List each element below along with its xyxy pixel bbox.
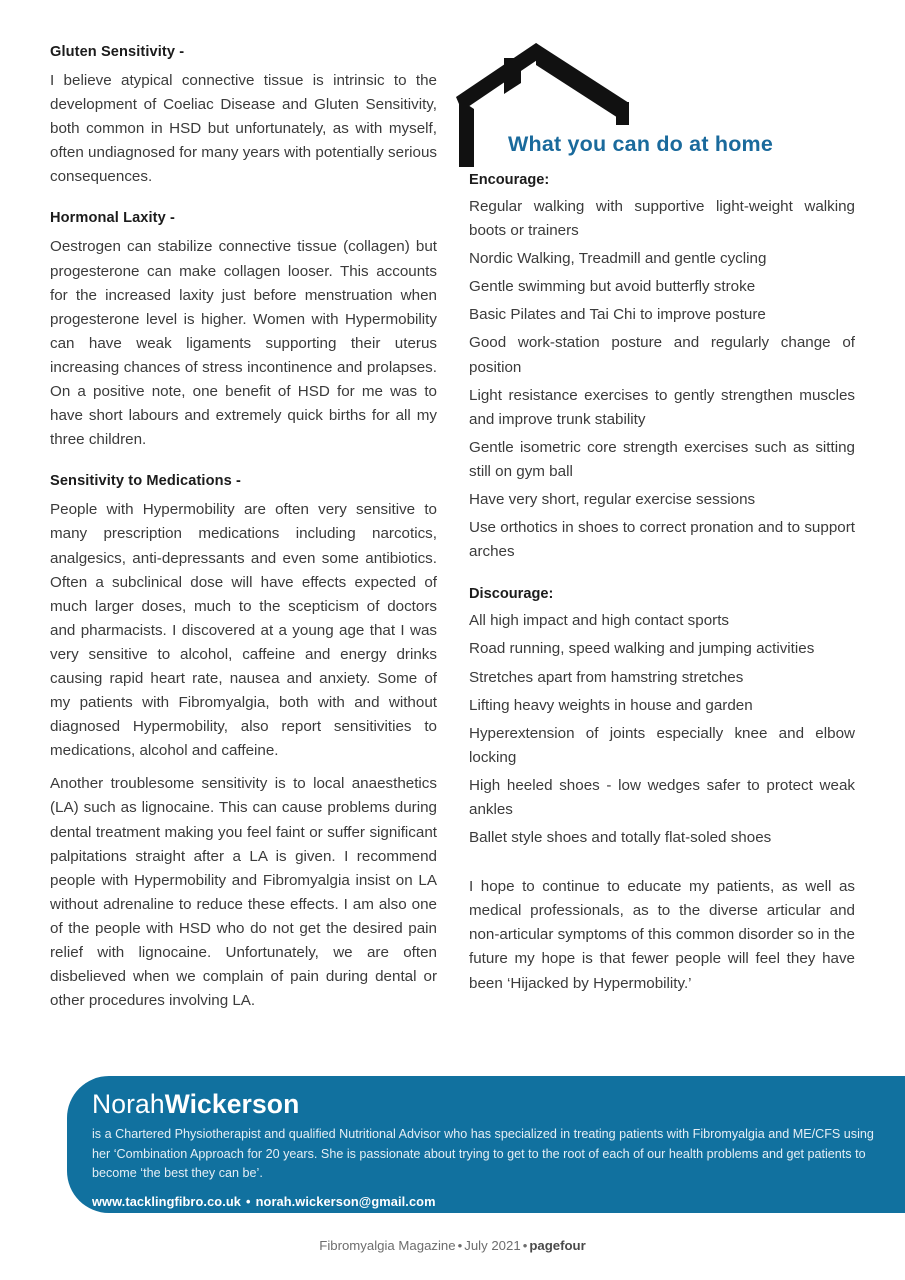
list-item: Stretches apart from hamstring stretches [469, 668, 744, 686]
right-column [469, 44, 855, 996]
list-item: Light resistance exercises to gently strengthen muscles and improve trunk stability [469, 386, 855, 428]
list-item: Ballet style shoes and totally flat-soled shoes [469, 829, 772, 847]
footer-dot-one: • [457, 1238, 463, 1253]
section-heading-hormonal-laxity: Hormonal Laxity - [50, 210, 175, 227]
list-item: Use orthotics in shoes to correct pronation and to support arches [469, 519, 855, 561]
author-bio-band [67, 1076, 905, 1213]
list-spacer [469, 564, 855, 586]
discourage-list [469, 609, 855, 850]
author-email-link[interactable]: norah.wickerson@gmail.com [255, 1193, 436, 1209]
list-item: Gentle isometric core strength exercises such as sitting still on gym ball [469, 438, 855, 480]
paragraph-gluten-sensitivity: I believe atypical connective tissue is intrinsic to the development of Coeliac Disease and Gluten Sensitivity, both common in HSD but unfortunately, as with myself, often undiagnosed for many years with potentially serious consequences. [50, 72, 437, 186]
section-spacer [50, 452, 437, 473]
author-website-link[interactable]: www.tacklingfibro.co.uk [92, 1193, 242, 1209]
list-item: Nordic Walking, Treadmill and gentle cycling [469, 250, 767, 268]
author-name [92, 1089, 905, 1120]
paragraph-hormonal-laxity: Oestrogen can stabilize connective tissue (collagen) but progesterone can make collagen looser. This accounts for the increased laxity just before menstruation when progesterone level is higher. Women with Hypermobility can have weak ligaments supporting their uterus increasing chances of stress incontinence and prolapses. On a positive note, one benefit of HSD for me was to have short labours and extremely quick births for all my three children. [50, 238, 437, 449]
footer-issue: July 2021 [464, 1238, 521, 1253]
section-spacer [50, 189, 437, 210]
paragraph-medications-one: People with Hypermobility are often very sensitive to many prescription medications including narcotics, analgesics, anti-depressants and even some antibiotics. Often a subclinical dose will have effects expected of much larger doses, much to the scepticism of doctors and pharmacists. I discovered at a young age that I was very sensitive to alcohol, caffeine and energy drinks causing rapid heart rate, nausea and anxiety. Some of my patients with Fibromyalgia, both with and without diagnosed Hypermobility, also report sensitivities to medications, alcohol and caffeine. [50, 501, 437, 760]
contact-separator: • [246, 1193, 251, 1209]
encourage-heading: Encourage: [469, 172, 550, 188]
page-footer [0, 1238, 905, 1253]
home-section-title: What you can do at home [508, 132, 774, 156]
discourage-heading: Discourage: [469, 586, 554, 603]
author-description: is a Chartered Physiotherapist and qualified Nutritional Advisor who has specialized in treating patients with Fibromyalgia and ME/CFS using her ‘Combination Approach for 20 years. She is passionate about trying to get to the root of each of our health problems and get patients to become ‘the best they can be’. [92, 1127, 874, 1181]
list-item: Lifting heavy weights in house and garden [469, 696, 753, 714]
list-item: Basic Pilates and Tai Chi to improve posture [469, 306, 766, 324]
footer-publication: Fibromyalgia Magazine [319, 1238, 456, 1253]
list-item: Road running, speed walking and jumping activities [469, 640, 815, 658]
section-heading-sensitivity-to-medications: Sensitivity to Medications - [50, 473, 241, 490]
list-item: Gentle swimming but avoid butterfly stroke [469, 278, 756, 296]
list-item: Regular walking with supportive light-weight walking boots or trainers [469, 198, 855, 240]
author-bio-content [67, 1076, 905, 1209]
footer-page-number: pagefour [529, 1238, 586, 1253]
section-heading-gluten-sensitivity: Gluten Sensitivity - [50, 44, 185, 60]
list-item: Have very short, regular exercise sessions [469, 491, 756, 509]
encourage-list [469, 195, 855, 564]
list-item: All high impact and high contact sports [469, 612, 730, 630]
list-item: Good work-station posture and regularly change of position [469, 334, 855, 376]
author-first-name: Norah [92, 1089, 165, 1119]
home-section-header [469, 44, 855, 172]
author-last-name: Wickerson [164, 1089, 300, 1119]
left-column [50, 44, 437, 1013]
closing-spacer [469, 850, 855, 875]
list-item: High heeled shoes - low wedges safer to protect weak ankles [469, 776, 855, 818]
author-contact-line [92, 1194, 905, 1209]
list-item: Hyperextension of joints especially knee and elbow locking [469, 724, 855, 766]
closing-paragraph: I hope to continue to educate my patients, as well as medical professionals, as to the diverse articular and non-articular symptoms of this common disorder so in the future my hope is that fewer people will feel they have been ‘Hijacked by Hypermobility.’ [469, 878, 855, 992]
footer-dot-two: • [522, 1238, 528, 1253]
paragraph-medications-two: Another troublesome sensitivity is to local anaesthetics (LA) such as lignocaine. This can cause problems during dental treatment making you feel faint or suffer significant palpitations straight after a LA is given. I recommend people with Hypermobility and Fibromyalgia insist on LA without adrenaline to reduce these effects. I am also one of the people with HSD who do not get the desired pain relief with lignocaine. Unfortunately, we are often disbelieved when we complain of pain during dental or other procedures involving LA. [50, 775, 437, 1010]
